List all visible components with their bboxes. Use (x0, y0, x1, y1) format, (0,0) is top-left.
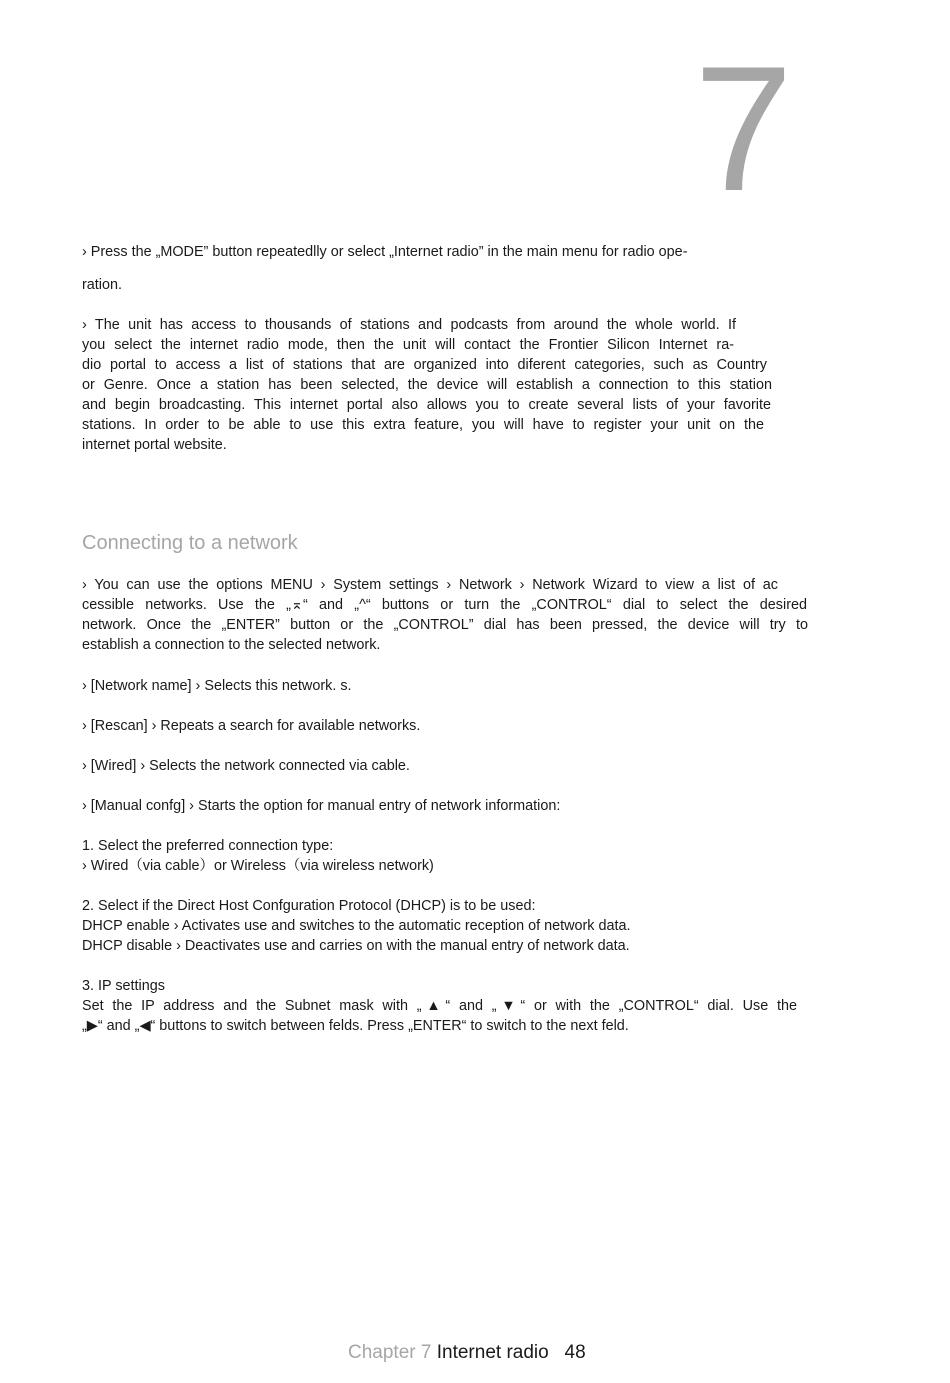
description-line: stations. In order to be able to use this extra feature, you will have to register your unit on the (82, 417, 764, 433)
step-line: „▶“ and „◀“ buttons to switch between felds. Press „ENTER“ to switch to the next feld. (82, 1018, 629, 1034)
page-footer (348, 1342, 586, 1364)
step-line: › Wired（via cable）or Wireless（via wireless network) (82, 858, 434, 874)
description-line: internet portal website. (82, 437, 227, 453)
step-line: 3. IP settings (82, 978, 165, 994)
step-line: Set the IP address and the Subnet mask with „▲“ and „▼“ or with the „CONTROL“ dial. Use the (82, 998, 797, 1014)
option-network-name: › [Network name] › Selects this network. s. (82, 678, 352, 694)
intro-line: ration. (82, 277, 122, 293)
page-number: 48 (564, 1342, 586, 1363)
option-wired: › [Wired] › Selects the network connected via cable. (82, 758, 410, 774)
step-line: DHCP disable › Deactivates use and carries on with the manual entry of network data. (82, 938, 630, 954)
option-rescan: › [Rescan] › Repeats a search for available networks. (82, 718, 421, 734)
footer-chapter: Chapter 7 (348, 1342, 432, 1363)
description-line: and begin broadcasting. This internet portal also allows you to create several lists of your favorite (82, 397, 771, 413)
description-line: › The unit has access to thousands of stations and podcasts from around the whole world. If (82, 317, 736, 333)
section-heading: Connecting to a network (82, 532, 298, 554)
network-intro-line: cessible networks. Use the „⌅“ and „^“ buttons or turn the „CONTROL“ dial to select the desired (82, 597, 807, 613)
step-line: 1. Select the preferred connection type: (82, 838, 334, 854)
network-intro-line: › You can use the options MENU › System settings › Network › Network Wizard to view a list of ac (82, 577, 778, 593)
footer-section: Internet radio (436, 1342, 549, 1363)
step-line: 2. Select if the Direct Host Confguration Protocol (DHCP) is to be used: (82, 898, 536, 914)
option-manual-config: › [Manual confg] › Starts the option for manual entry of network information: (82, 798, 561, 814)
description-line: or Genre. Once a station has been selected, the device will establish a connection to this station (82, 377, 772, 393)
chapter-number: 7 (694, 29, 793, 228)
intro-line: › Press the „MODE” button repeatedlly or select „Internet radio” in the main menu for radio ope- (82, 244, 688, 260)
description-line: dio portal to access a list of stations that are organized into diferent categories, such as Country (82, 357, 767, 373)
network-intro-line: network. Once the „ENTER” button or the „CONTROL” dial has been pressed, the device will try to (82, 617, 808, 633)
description-line: you select the internet radio mode, then the unit will contact the Frontier Silicon Internet ra- (82, 337, 734, 353)
network-intro-line: establish a connection to the selected network. (82, 637, 381, 653)
step-line: DHCP enable › Activates use and switches to the automatic reception of network data. (82, 918, 631, 934)
